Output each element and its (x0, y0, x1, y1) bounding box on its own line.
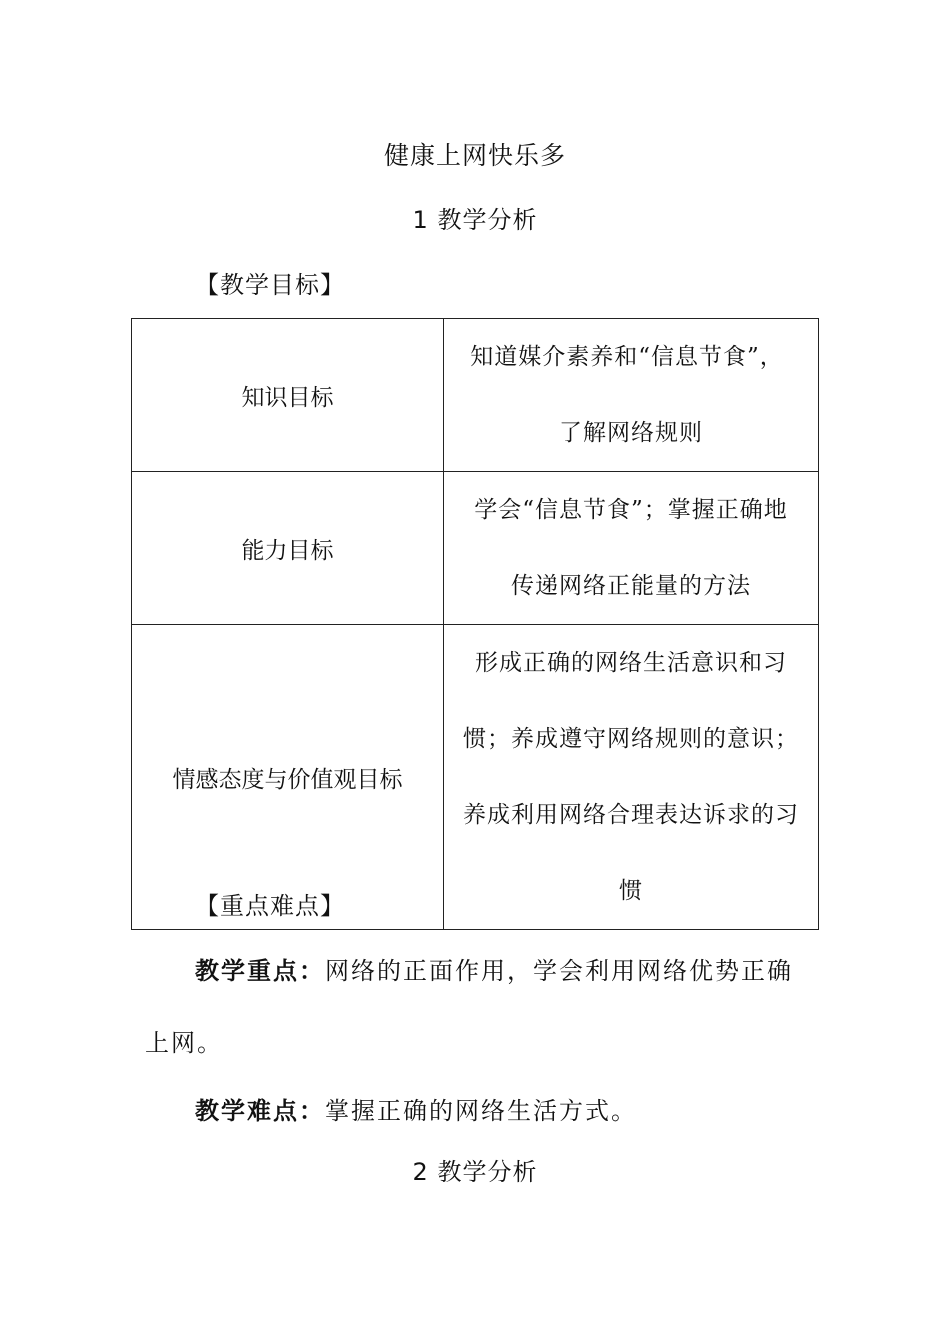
key-points-heading: 【重点难点】 (195, 892, 345, 920)
difficult-point-paragraph (195, 1091, 637, 1126)
objective-description (444, 319, 819, 472)
description-line: 惯；养成遵守网络规则的意识； (463, 726, 799, 752)
description-line: 传递网络正能量的方法 (511, 573, 751, 599)
objective-label: 情感态度与价值观目标 (132, 625, 444, 930)
key-point-lead: 教学重点： (195, 957, 325, 985)
section-heading-2: 2 教学分析 (412, 1158, 538, 1186)
objective-description (444, 472, 819, 625)
objectives-heading: 【教学目标】 (195, 271, 345, 299)
objective-label: 能力目标 (132, 472, 444, 625)
description-line: 学会“信息节食”；掌握正确地 (474, 497, 788, 523)
key-point-text: 网络的正面作用，学会利用网络优势正确 (325, 957, 793, 985)
section-heading-1: 1 教学分析 (412, 206, 538, 234)
description-line: 养成利用网络合理表达诉求的习 (463, 802, 799, 828)
objectives-table (131, 318, 819, 930)
objective-label: 知识目标 (132, 319, 444, 472)
document-title: 健康上网快乐多 (383, 141, 566, 170)
table-row (132, 625, 819, 930)
objective-description (444, 625, 819, 930)
key-point-continuation: 上网。 (145, 1029, 223, 1057)
table-row (132, 472, 819, 625)
description-line: 知道媒介素养和“信息节食”， (470, 344, 784, 370)
description-line: 形成正确的网络生活意识和习 (475, 650, 787, 676)
description-line: 了解网络规则 (559, 420, 703, 446)
description-line: 惯 (619, 878, 643, 904)
difficult-point-text: 掌握正确的网络生活方式。 (325, 1097, 637, 1125)
key-point-paragraph (195, 951, 793, 986)
table-row (132, 319, 819, 472)
difficult-point-lead: 教学难点： (195, 1097, 325, 1125)
